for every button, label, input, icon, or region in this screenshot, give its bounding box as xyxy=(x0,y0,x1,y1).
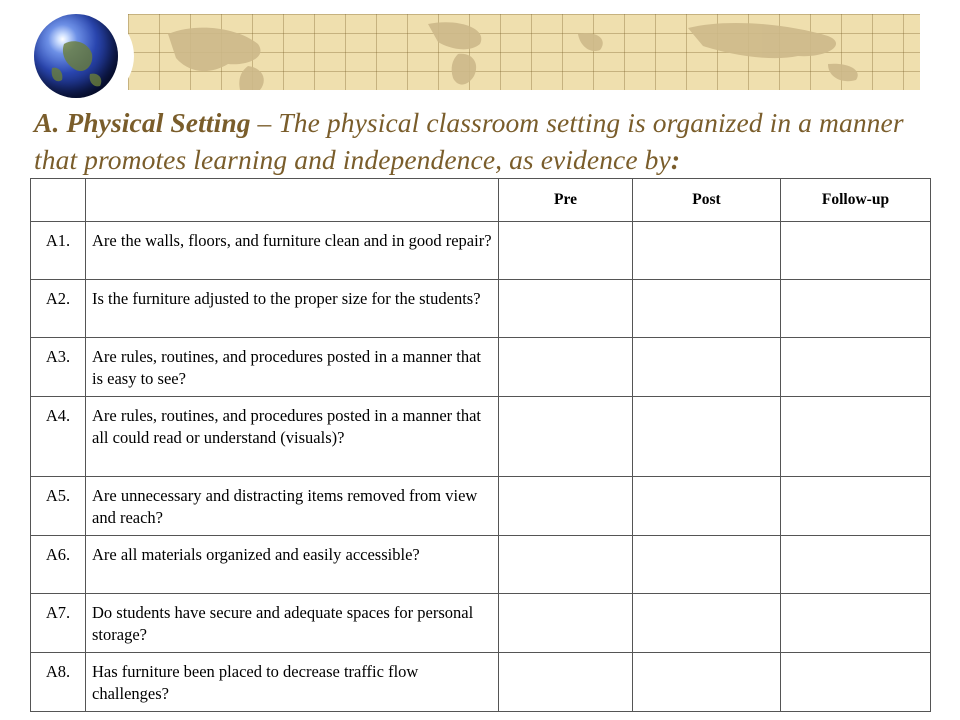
table-row xyxy=(31,338,931,397)
follow-up-cell[interactable] xyxy=(781,653,931,712)
post-cell[interactable] xyxy=(633,338,781,397)
post-cell[interactable] xyxy=(633,477,781,536)
table-row xyxy=(31,594,931,653)
follow-up-cell[interactable] xyxy=(781,280,931,338)
row-id: A6. xyxy=(31,536,86,594)
row-id: A1. xyxy=(31,222,86,280)
follow-up-cell[interactable] xyxy=(781,397,931,477)
title-rest: – The physical classroom setting is organized in a manner that promotes learning and independence, as evidence by xyxy=(34,107,904,175)
col-header-follow-up: Follow-up xyxy=(781,179,931,222)
table-row xyxy=(31,280,931,338)
globe-icon xyxy=(34,14,118,98)
row-id: A2. xyxy=(31,280,86,338)
header-row xyxy=(31,179,931,222)
follow-up-cell[interactable] xyxy=(781,338,931,397)
post-cell[interactable] xyxy=(633,536,781,594)
title-colon: : xyxy=(670,144,681,175)
world-map-continents xyxy=(128,14,920,90)
follow-up-cell[interactable] xyxy=(781,222,931,280)
post-cell[interactable] xyxy=(633,280,781,338)
row-id: A5. xyxy=(31,477,86,536)
post-cell[interactable] xyxy=(633,594,781,653)
page-title xyxy=(34,104,934,178)
post-cell[interactable] xyxy=(633,397,781,477)
title-lead: A. Physical Setting xyxy=(34,107,251,138)
follow-up-cell[interactable] xyxy=(781,536,931,594)
pre-cell[interactable] xyxy=(499,397,633,477)
row-question: Are rules, routines, and procedures posted in a manner that all could read or understand (visuals)? xyxy=(86,397,499,477)
post-cell[interactable] xyxy=(633,653,781,712)
table-row xyxy=(31,536,931,594)
world-map-banner xyxy=(128,14,920,90)
pre-cell[interactable] xyxy=(499,653,633,712)
row-id: A7. xyxy=(31,594,86,653)
row-id: A8. xyxy=(31,653,86,712)
col-header-id xyxy=(31,179,86,222)
table-row xyxy=(31,397,931,477)
col-header-question xyxy=(86,179,499,222)
row-question: Do students have secure and adequate spaces for personal storage? xyxy=(86,594,499,653)
row-question: Are unnecessary and distracting items removed from view and reach? xyxy=(86,477,499,536)
col-header-post: Post xyxy=(633,179,781,222)
col-header-pre: Pre xyxy=(499,179,633,222)
row-id: A4. xyxy=(31,397,86,477)
table-row xyxy=(31,653,931,712)
pre-cell[interactable] xyxy=(499,338,633,397)
pre-cell[interactable] xyxy=(499,280,633,338)
row-question: Are rules, routines, and procedures posted in a manner that is easy to see? xyxy=(86,338,499,397)
pre-cell[interactable] xyxy=(499,222,633,280)
follow-up-cell[interactable] xyxy=(781,594,931,653)
row-question: Is the furniture adjusted to the proper size for the students? xyxy=(86,280,499,338)
pre-cell[interactable] xyxy=(499,477,633,536)
row-question: Are the walls, floors, and furniture clean and in good repair? xyxy=(86,222,499,280)
pre-cell[interactable] xyxy=(499,536,633,594)
table-row xyxy=(31,477,931,536)
row-question: Has furniture been placed to decrease traffic flow challenges? xyxy=(86,653,499,712)
pre-cell[interactable] xyxy=(499,594,633,653)
row-id: A3. xyxy=(31,338,86,397)
post-cell[interactable] xyxy=(633,222,781,280)
checklist-table xyxy=(30,178,931,712)
row-question: Are all materials organized and easily accessible? xyxy=(86,536,499,594)
table-row xyxy=(31,222,931,280)
follow-up-cell[interactable] xyxy=(781,477,931,536)
